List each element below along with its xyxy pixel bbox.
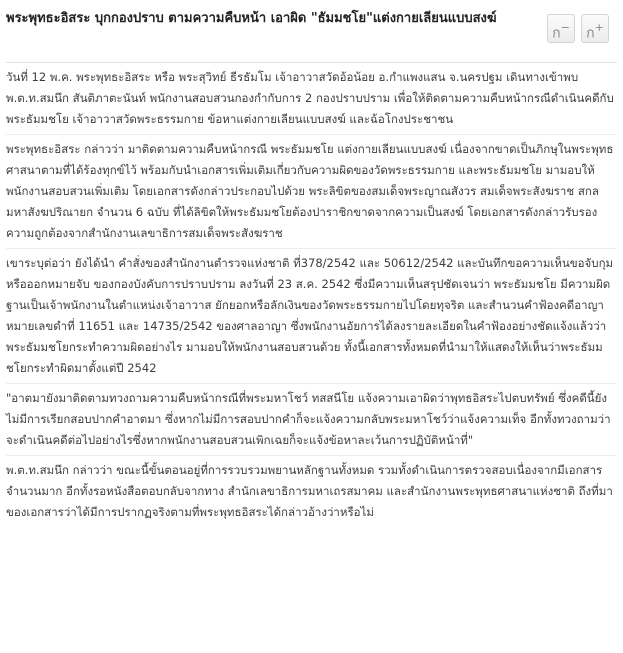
font-decrease-glyph: ก <box>552 25 561 42</box>
article-paragraph: เขาระบุต่อว่า ยังได้นำ คำสั่งของสำนักงานตำรวจแห่งชาติ ที่378/2542 และ 50612/2542 และบันทึกขอความเห็นขอจับกุมหรือออกหมายจับ ของกองบังคับการปราบปราม ลงวันที่ 23 ส.ค. 2542 ซึ่งมีความเห็นสรุปชัดเจนว่า พระธัมมชโย มีความผิดฐานเป็นเจ้าพนักงานในตำแหน่งเจ้าอาวาส ยักยอกหรือลักเงินของวัดพระธรรมกายไปโดยทุจริต และสำนวนคำฟ้องคดีอาญาหมายเลขดำที่ 11651 และ 14735/2542 ของศาลอาญา ซึ่งพนักงานอัยการได้ลงรายละเอียดในคำฟ้องอย่างชัดแจ้งแล้วว่าพระธัมมชโยกระทำความผิดอย่างไร มามอบให้พนักงานสอบสวนด้วย ทั้งนี้เอกสารทั้งหมดที่นำมาให้แสดงให้เห็นว่าพระธัมมชโยกระทำผิดมาตั้งแต่ปี 2542 <box>6 252 616 384</box>
article-paragraph: พระพุทธะอิสระ กล่าวว่า มาติดตามความคืบหน้ากรณี พระธัมมชโย แต่งกายเลียนแบบสงฆ์ เนื่องจากขาดเป็นภิกษุในพระพุทธศาสนาตามที่ได้ร้องทุกข์ไว้ พร้อมกับนำเอกสารเพิ่มเติมเกี่ยวกับความผิดของวัดพระธรรมกาย และพระธัมมชโย มามอบให้พนักงานสอบสวนเพิ่มเติม โดยเอกสารดังกล่าวประกอบไปด้วย พระลิขิตของสมเด็จพระญาณสังวร สมเด็จพระสังฆราช สกลมหาสังฆปริณายก จำนวน 6 ฉบับ ที่ได้ลิขิตให้พระธัมมชโยต้องปาราชิกขาดจากความเป็นสงฆ์ โดยเอกสารดังกล่าวรับรองความถูกต้องจากสำนักงานเลขาธิการสมเด็จพระสังฆราช <box>6 138 616 249</box>
font-increase-glyph: ก <box>586 25 595 42</box>
plus-icon: + <box>594 21 604 34</box>
title-divider <box>6 62 617 63</box>
article-title: พระพุทธะอิสระ บุกกองปราบ ตามความคืบหน้า เอาผิด "ธัมมชโย"แต่งกายเลียนแบบสงฆ์ <box>6 11 497 26</box>
font-increase-button[interactable] <box>581 14 609 43</box>
font-size-controls <box>547 14 609 43</box>
article-paragraph: "อาตมายังมาติดตามทวงถามความคืบหน้ากรณีที่พระมหาโชว์ ทสสนีโย แจ้งความเอาผิดว่าพุทธอิสระไปตบทรัพย์ ซึ่งคดีนี้ยังไม่มีการเรียกสอบปากคำอาตมา ซึ่งหากไม่มีการสอบปากคำก็จะแจ้งความกลับพระมหาโชว์ว่าแจ้งความเท็จ อีกทั้งทวงถามว่าจะดำเนินคดีต่อไปอย่างไรซึ่งหากพนักงานสอบสวนเพิกเฉยก็จะแจ้งข้อหาละเว้นการปฏิบัติหน้าที่" <box>6 387 616 456</box>
article-paragraph: วันที่ 12 พ.ค. พระพุทธะอิสระ หรือ พระสุวิทย์ ธีรธัมโม เจ้าอาวาสวัดอ้อน้อย อ.กำแพงแสน จ.นครปฐม เดินทางเข้าพบ พ.ต.ท.สมนึก สันติภาตะนันท์ พนักงานสอบสวนกองกำกับการ 2 กองปราบปราม เพื่อให้ติดตามความคืบหน้ากรณีดำเนินคดีกับ พระธัมมชโย เจ้าอาวาสวัดพระธรรมกาย ข้อหาแต่งกายเลียนแบบสงฆ์ และฉ้อโกงประชาชน <box>6 66 616 135</box>
font-decrease-button[interactable] <box>547 14 575 43</box>
article-body <box>6 66 616 527</box>
minus-icon: − <box>560 21 570 34</box>
article-paragraph: พ.ต.ท.สมนึก กล่าวว่า ขณะนี้ขั้นตอนอยู่ที่การรวบรวมพยานหลักฐานทั้งหมด รวมทั้งดำเนินการตรวจสอบเนื่องจากมีเอกสารจำนวนมาก อีกทั้งรอหนังสือตอบกลับจากทาง สำนักเลขาธิการมหาเถรสมาคม และสำนักงานพระพุทธศาสนาแห่งชาติ ถึงที่มาของเอกสารว่าได้มีการปรากฏจริงตามที่พระพุทธอิสระได้กล่าวอ้างว่าหรือไม่ <box>6 463 613 519</box>
